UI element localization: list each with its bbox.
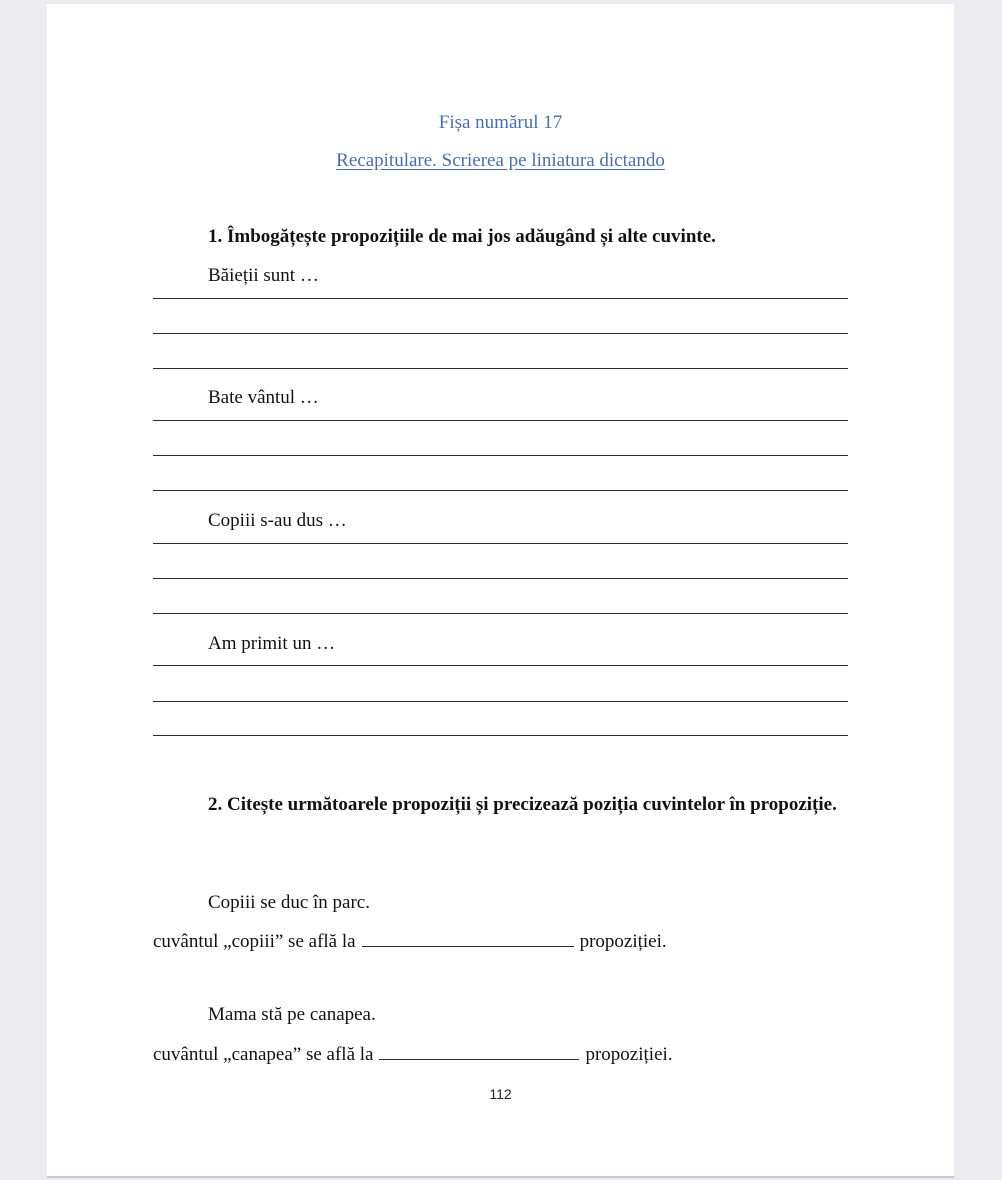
answer-suffix: propoziției.: [579, 931, 667, 952]
answer-prefix: cuvântul „canapea” se află la: [153, 1044, 374, 1065]
exercise-1-prompt: Bate vântul …: [208, 387, 319, 408]
exercise-2-title: 2. Citește următoarele propoziții și precizează poziția cuvintelor în propoziție.: [208, 794, 837, 815]
writing-line: [153, 420, 848, 421]
writing-line: [153, 298, 848, 299]
writing-line: [153, 333, 848, 334]
worksheet-page: [47, 4, 954, 1178]
worksheet-title: Fișa numărul 17: [438, 112, 563, 133]
exercise-2-sentence: Copiii se duc în parc.: [208, 892, 370, 913]
writing-line: [153, 613, 848, 614]
exercise-1-prompt: Copiii s-au dus …: [208, 510, 347, 531]
exercise-2-answer-row: [153, 930, 667, 953]
exercise-1-prompt: Băieții sunt …: [208, 265, 319, 286]
writing-line: [153, 735, 848, 736]
writing-line: [153, 701, 848, 702]
answer-blank[interactable]: [362, 930, 574, 947]
writing-line: [153, 578, 848, 579]
writing-line: [153, 368, 848, 369]
writing-line: [153, 665, 848, 666]
exercise-2-sentence: Mama stă pe canapea.: [208, 1004, 376, 1025]
writing-line: [153, 490, 848, 491]
writing-line: [153, 543, 848, 544]
answer-prefix: cuvântul „copiii” se află la: [153, 931, 356, 952]
worksheet-subtitle-link[interactable]: Recapitulare. Scrierea pe liniatura dictando: [336, 150, 665, 171]
answer-blank[interactable]: [379, 1043, 579, 1060]
exercise-1-prompt: Am primit un …: [208, 633, 336, 654]
exercise-1-title: 1. Îmbogățește propozițiile de mai jos adăugând și alte cuvinte.: [208, 226, 716, 247]
exercise-2-answer-row: [153, 1043, 673, 1066]
page-number: 112: [489, 1086, 512, 1102]
writing-line: [153, 455, 848, 456]
answer-suffix: propoziției.: [585, 1044, 673, 1065]
